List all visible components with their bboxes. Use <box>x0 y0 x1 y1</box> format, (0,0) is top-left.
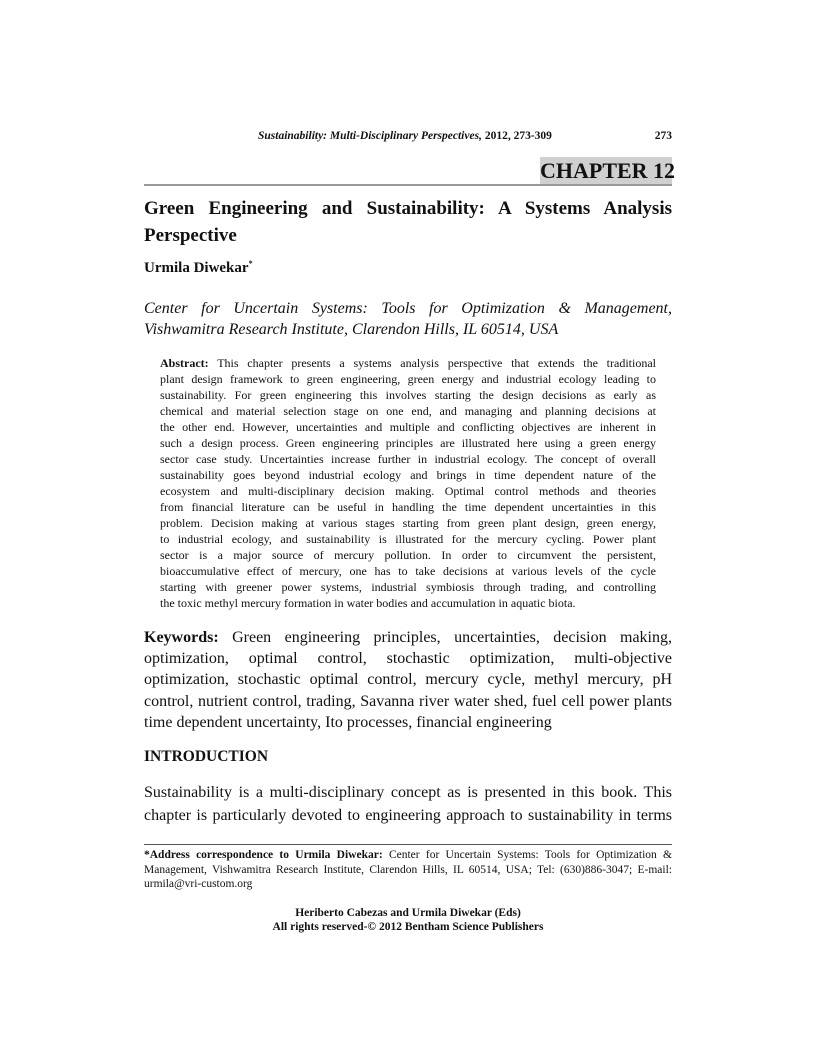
keywords-label: Keywords: <box>144 629 219 646</box>
abstract-line: chemical and material selection stage on one end, and managing and planning decisions at <box>160 404 656 418</box>
keywords-line: time dependent uncertainty, Ito processes, financial engineering <box>144 713 552 731</box>
abstract <box>160 355 656 611</box>
affiliation <box>144 298 672 340</box>
footnote-label: *Address correspondence to Urmila Diwekar: <box>144 849 383 861</box>
abstract-line: starting with greener power systems, industrial symbiosis through trading, and controlling <box>160 580 656 594</box>
author <box>144 259 253 277</box>
abstract-line: ecosystem and multi-disciplinary decision making. Optimal control methods and theories <box>160 484 656 498</box>
affiliation-line: Center for Uncertain Systems: Tools for Optimization & Management, <box>144 300 672 317</box>
affiliation-line: Vishwamitra Research Institute, Clarendon Hills, IL 60514, USA <box>144 321 559 338</box>
abstract-text: This chapter presents a systems analysis perspective that extends the traditional <box>208 356 656 370</box>
keywords-line: optimization, optimal control, stochastic optimization, multi-objective <box>144 650 672 668</box>
abstract-line: plant design framework to green engineering, green energy and industrial ecology leading to <box>160 372 656 386</box>
abstract-line: sector is a major source of mercury pollution. In order to circumvent the persistent, <box>160 548 656 562</box>
journal-title: Sustainability: Multi-Disciplinary Perspectives, <box>258 130 482 142</box>
header-divider <box>144 184 672 186</box>
author-name: Urmila Diwekar <box>144 260 249 276</box>
chapter-label: CHAPTER 12 <box>540 158 676 183</box>
footnote-divider <box>144 844 672 845</box>
keywords-text: Green engineering principles, uncertainties, decision making, <box>218 629 672 646</box>
section-heading: INTRODUCTION <box>144 748 269 765</box>
running-header <box>258 129 552 143</box>
footnote-text: Center for Uncertain Systems: Tools for Optimization & <box>382 849 672 861</box>
page-footer <box>144 907 672 934</box>
title-line: Green Engineering and Sustainability: A Systems Analysis <box>144 198 672 219</box>
copyright: All rights reserved-© 2012 Bentham Science Publishers <box>272 920 544 933</box>
abstract-line: sector case study. Uncertainties increase further in industrial ecology. The concept of overall <box>160 452 656 466</box>
keywords-line: optimization, stochastic optimal control, mercury cycle, methyl mercury, pH <box>144 671 672 689</box>
year-pages: 2012, 273-309 <box>481 130 552 142</box>
footnote-email: urmila@vri-custom.org <box>144 878 253 890</box>
chapter-title <box>144 195 672 249</box>
page-number: 273 <box>654 130 672 142</box>
footnote-line: Management, Vishwamitra Research Institute, Clarendon Hills, IL 60514, USA; Tel: (630)886-3047; E-mail: <box>144 863 672 876</box>
body-line: chapter is particularly devoted to engineering approach to sustainability in terms <box>144 807 672 824</box>
abstract-label: Abstract: <box>160 356 209 370</box>
abstract-line: to industrial ecology, and sustainability is illustrated for the mercury cycling. Power plant <box>160 532 656 546</box>
footnote-line <box>144 848 672 863</box>
author-footnote-mark: * <box>248 259 253 268</box>
abstract-line: such a design process. Green engineering principles are illustrated here using a green energy <box>160 436 656 450</box>
title-line: Perspective <box>144 225 237 246</box>
keywords-line <box>144 627 672 648</box>
footnote <box>144 848 672 892</box>
abstract-line: sustainability. For green engineering this involves starting the design decisions as early as <box>160 388 656 402</box>
abstract-line: sustainability goes beyond industrial ecology and brings in time dependent nature of the <box>160 468 656 482</box>
abstract-line: the other end. However, uncertainties and multiple and conflicting objectives are inherent in <box>160 420 656 434</box>
keywords-line: control, nutrient control, trading, Savanna river water shed, fuel cell power plants <box>144 692 672 710</box>
abstract-line: the toxic methyl mercury formation in water bodies and accumulation in aquatic biota. <box>160 596 576 610</box>
abstract-line <box>160 355 656 371</box>
keywords <box>144 627 672 733</box>
abstract-line: from financial literature can be useful in handling the time dependent uncertainties in this <box>160 500 656 514</box>
abstract-line: bioaccumulative effect of mercury, one has to take decisions at various levels of the cycle <box>160 564 656 578</box>
body-line: Sustainability is a multi-disciplinary concept as is presented in this book. This <box>144 784 672 801</box>
introduction-text <box>144 781 672 827</box>
abstract-line: problem. Decision making at various stages starting from green plant design, green energy, <box>160 516 656 530</box>
editors: Heriberto Cabezas and Urmila Diwekar (Eds) <box>295 907 521 919</box>
